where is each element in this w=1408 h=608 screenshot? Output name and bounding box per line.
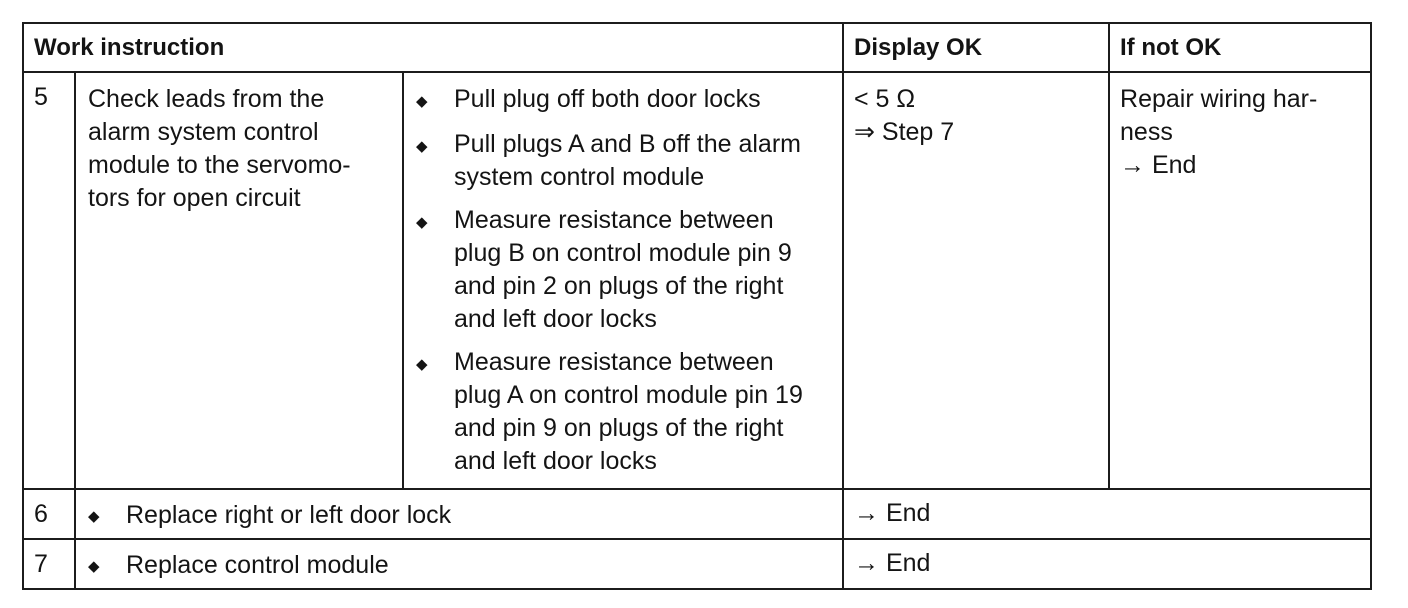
step-7-action: Replace control module <box>126 551 389 579</box>
header-if-not-ok: If not OK <box>1109 23 1371 72</box>
action-line: and pin 2 on plugs of the right <box>454 272 784 300</box>
if-not-ok-line: → End <box>1120 151 1197 179</box>
step-5-description-line: tors for open circuit <box>88 184 301 212</box>
action-item <box>416 128 832 194</box>
action-item <box>416 83 832 118</box>
action-line: and left door locks <box>454 447 657 475</box>
diamond-bullet-icon: ◆ <box>416 356 428 373</box>
step-5-display-ok <box>843 72 1109 489</box>
step-6-display-ok: → End <box>843 489 1371 539</box>
header-row <box>23 23 1371 72</box>
display-ok-line: ⇒ Step 7 <box>854 118 955 146</box>
diamond-bullet-icon: ◆ <box>416 93 428 110</box>
action-line: plug B on control module pin 9 <box>454 239 792 267</box>
action-line: plug A on control module pin 19 <box>454 381 803 409</box>
step-6-action-cell <box>75 489 843 539</box>
action-line: system control module <box>454 163 705 191</box>
step-5-number: 5 <box>23 72 75 489</box>
step-7-number: 7 <box>23 539 75 589</box>
step-5-row <box>23 72 1371 489</box>
action-line: Pull plugs A and B off the alarm <box>454 130 801 158</box>
step-7-row <box>23 539 1371 589</box>
display-ok-line: < 5 Ω <box>854 85 916 113</box>
diamond-bullet-icon: ◆ <box>416 138 428 155</box>
step-6-number: 6 <box>23 489 75 539</box>
header-display-ok: Display OK <box>843 23 1109 72</box>
action-line: and pin 9 on plugs of the right <box>454 414 784 442</box>
action-line: Measure resistance between <box>454 206 774 234</box>
step-6-row <box>23 489 1371 539</box>
step-5-description-line: Check leads from the <box>88 85 325 113</box>
action-line: Measure resistance between <box>454 348 774 376</box>
action-item <box>416 346 832 478</box>
diamond-bullet-icon: ◆ <box>88 558 100 575</box>
step-6-action: Replace right or left door lock <box>126 501 452 529</box>
header-work-instruction: Work instruction <box>23 23 843 72</box>
action-line: and left door locks <box>454 305 657 333</box>
action-line: Pull plug off both door locks <box>454 85 761 113</box>
diamond-bullet-icon: ◆ <box>416 214 428 231</box>
if-not-ok-line: Repair wiring har- <box>1120 85 1318 113</box>
step-7-action-cell <box>75 539 843 589</box>
step-5-if-not-ok <box>1109 72 1371 489</box>
diamond-bullet-icon: ◆ <box>88 508 100 525</box>
step-7-display-ok: → End <box>843 539 1371 589</box>
work-instruction-table <box>22 22 1372 590</box>
action-item <box>416 204 832 336</box>
step-5-description-line: module to the servomo- <box>88 151 351 179</box>
step-5-description-line: alarm system control <box>88 118 319 146</box>
if-not-ok-line: ness <box>1120 118 1173 146</box>
step-5-description <box>75 72 403 489</box>
step-5-actions <box>403 72 843 489</box>
